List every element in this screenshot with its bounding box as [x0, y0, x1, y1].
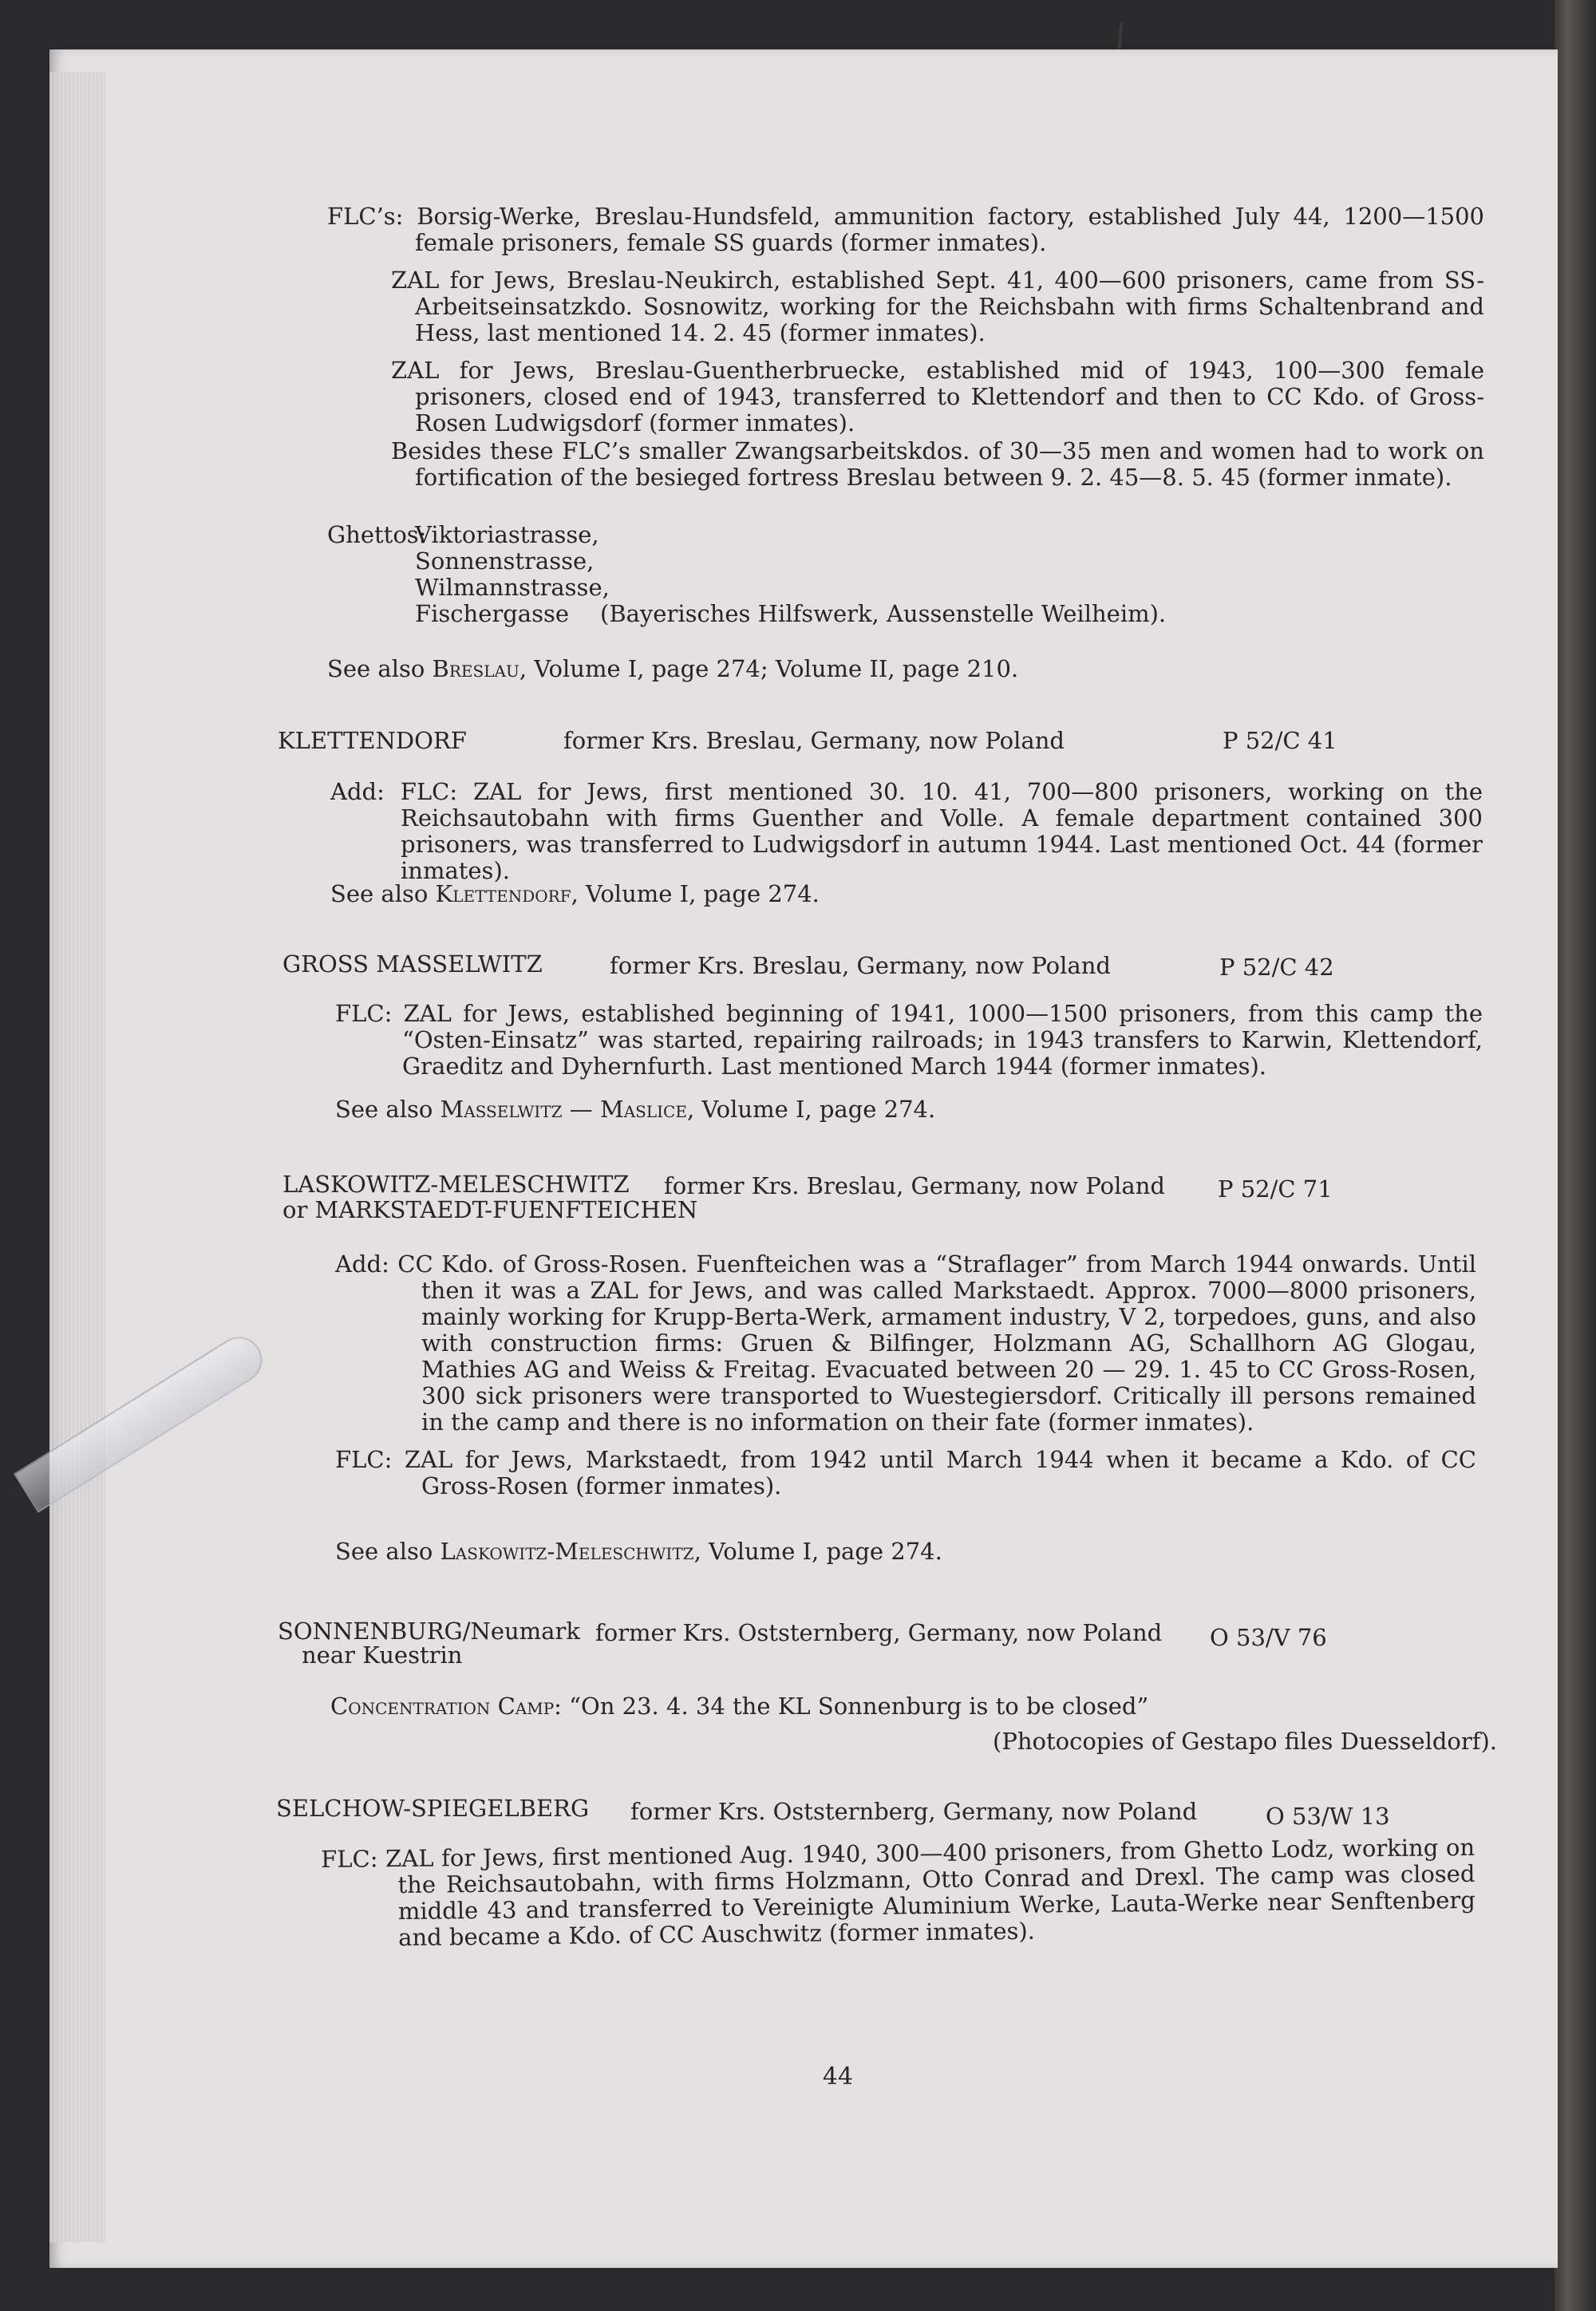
selchow-body	[321, 1835, 1476, 1952]
see-also-suffix: , Volume I, page 274.	[686, 1096, 936, 1123]
laskowitz-flc-paragraph: FLC: ZAL for Jews, Markstaedt, from 1942 until March 1944 when it became a Kdo. of CC Gross-Rosen (former inmates).	[335, 1446, 1476, 1499]
entry-name-subtitle: near Kuestrin	[302, 1641, 463, 1669]
entry-location: former Krs. Oststernberg, Germany, now Poland	[630, 1798, 1198, 1825]
gross-masselwitz-body	[335, 1001, 1483, 1080]
see-also-suffix: , Volume I, page 274.	[693, 1538, 942, 1565]
ghetto-item: Sonnenstrasse,	[415, 547, 595, 575]
ghetto-item: Fischergasse	[415, 600, 570, 627]
concentration-camp-label: Concentration Camp	[330, 1693, 555, 1720]
entry-map-ref: P 52/C 71	[1218, 1175, 1333, 1203]
entry-location: former Krs. Breslau, Germany, now Poland	[610, 952, 1111, 979]
ghetto-item: Viktoriastrasse,	[415, 521, 599, 548]
entry-location: former Krs. Breslau, Germany, now Poland	[664, 1172, 1165, 1199]
entry-name-alternate: or MARKSTAEDT-FUENFTEICHEN	[282, 1196, 698, 1223]
entry-map-ref: O 53/V 76	[1210, 1624, 1327, 1651]
breslau-see-also	[327, 656, 1018, 682]
gross-masselwitz-paragraph: FLC: ZAL for Jews, established beginning of 1941, 1000—1500 prisoners, from this camp the “Osten-Einsatz” was started, repairing railroads; in 1943 transfers to Karwin, Klettendorf, Graeditz and Dyhernfurth. Last mentioned March 1944 (former inmates).	[335, 1000, 1483, 1080]
entry-name: GROSS MASSELWITZ	[282, 950, 543, 978]
klettendorf-see-also	[330, 881, 820, 907]
entry-location: former Krs. Breslau, Germany, now Poland	[563, 727, 1065, 754]
ghetto-item: Wilmannstrasse,	[415, 574, 610, 601]
see-also-prefix: See also	[330, 880, 436, 907]
concentration-camp-text: : “On 23. 4. 34 the KL Sonnenburg is to be closed”	[554, 1693, 1149, 1720]
page-number: 44	[822, 2063, 854, 2091]
laskowitz-body	[335, 1251, 1476, 1499]
ghettos-label: Ghettos:	[327, 521, 427, 548]
sonnenburg-source: (Photocopies of Gestapo files Duesseldorf).	[993, 1728, 1498, 1755]
see-also-name: Laskowitz-Meleschwitz	[440, 1538, 694, 1565]
besides-paragraph: Besides these FLC’s smaller Zwangsarbeitskdos. of 30—35 men and women had to work on fortification of the besieged fortress Breslau between 9. 2. 45—8. 5. 45 (former inmate).	[391, 437, 1484, 491]
see-also-prefix: See also	[327, 655, 433, 682]
zal-guentherbruecke-paragraph: ZAL for Jews, Breslau-Guentherbruecke, established mid of 1943, 100—300 female prisoners, closed end of 1943, transferred to Klettendorf and then to CC Kdo. of Gross-Rosen Ludwigsdorf (former inmates).	[391, 357, 1484, 437]
see-also-prefix: See also	[335, 1096, 440, 1123]
see-also-suffix: , Volume I, page 274.	[571, 880, 820, 907]
selchow-paragraph: FLC: ZAL for Jews, first mentioned Aug. 1940, 300—400 prisoners, from Ghetto Lodz, working on the Reichsautobahn, with firms Holzmann, Otto Conrad and Drexl. The camp was closed middle 43 and transferred to Vereinigte Aluminium Werke, Lauta-Werke near Senftenberg and became a Kdo. of CC Auschwitz (former inmates).	[320, 1833, 1476, 1951]
entry-name: KLETTENDORF	[278, 727, 467, 754]
see-also-name: Breslau	[432, 655, 519, 682]
see-also-prefix: See also	[335, 1538, 440, 1565]
entry-map-ref: O 53/W 13	[1266, 1803, 1390, 1830]
entry-location: former Krs. Oststernberg, Germany, now Poland	[595, 1619, 1163, 1646]
laskowitz-see-also	[335, 1539, 942, 1565]
ghettos-source: (Bayerisches Hilfswerk, Aussenstelle Weilheim).	[600, 600, 1167, 627]
zal-neukirch-paragraph: ZAL for Jews, Breslau-Neukirch, established Sept. 41, 400—600 prisoners, came from SS-Arbeitseinsatzkdo. Sosnowitz, working for the Reichsbahn with firms Schaltenbrand and Hess, last mentioned 14. 2. 45 (former inmates).	[391, 267, 1484, 346]
entry-map-ref: P 52/C 41	[1223, 727, 1337, 754]
see-also-suffix: , Volume I, page 274; Volume II, page 210.	[519, 655, 1019, 682]
see-also-name: Masselwitz — Maslice	[440, 1096, 687, 1123]
klettendorf-body	[330, 779, 1483, 884]
breslau-continuation	[327, 203, 1484, 491]
entry-map-ref: P 52/C 42	[1219, 954, 1334, 981]
flc-borsig-paragraph: FLC’s: Borsig-Werke, Breslau-Hundsfeld, ammunition factory, established July 44, 1200—1500 female prisoners, female SS guards (former inmates).	[327, 203, 1484, 256]
gross-masselwitz-see-also	[335, 1096, 935, 1123]
entry-name: SELCHOW-SPIEGELBERG	[276, 1795, 590, 1822]
sonnenburg-cc-line	[330, 1693, 1148, 1720]
entry-name: SONNENBURG/Neumark	[278, 1618, 580, 1645]
see-also-name: Klettendorf	[435, 880, 571, 907]
entry-name: LASKOWITZ-MELESCHWITZ	[282, 1171, 630, 1198]
klettendorf-paragraph: Add: FLC: ZAL for Jews, first mentioned 30. 10. 41, 700—800 prisoners, working on the Reichsautobahn with firms Guenther and Volle. A female department contained 300 prisoners, was transferred to Ludwigsdorf in autumn 1944. Last mentioned Oct. 44 (former inmates).	[330, 778, 1483, 884]
laskowitz-add-paragraph: Add: CC Kdo. of Gross-Rosen. Fuenfteichen was a “Straflager” from March 1944 onwards. Until then it was a ZAL for Jews, and was called Markstaedt. Approx. 7000—8000 prisoners, mainly working for Krupp-Berta-Werk, armament industry, V 2, torpedoes, guns, and also with construction firms: Gruen & Bilfinger, Holzmann AG, Schallhorn AG Glogau, Mathies AG and Weiss & Freitag. Evacuated between 20 — 29. 1. 45 to CC Gross-Rosen, 300 sick prisoners were transported to Wuestegiersdorf. Critically ill persons remained in the camp and there is no information on their fate (former inmates).	[335, 1250, 1476, 1436]
